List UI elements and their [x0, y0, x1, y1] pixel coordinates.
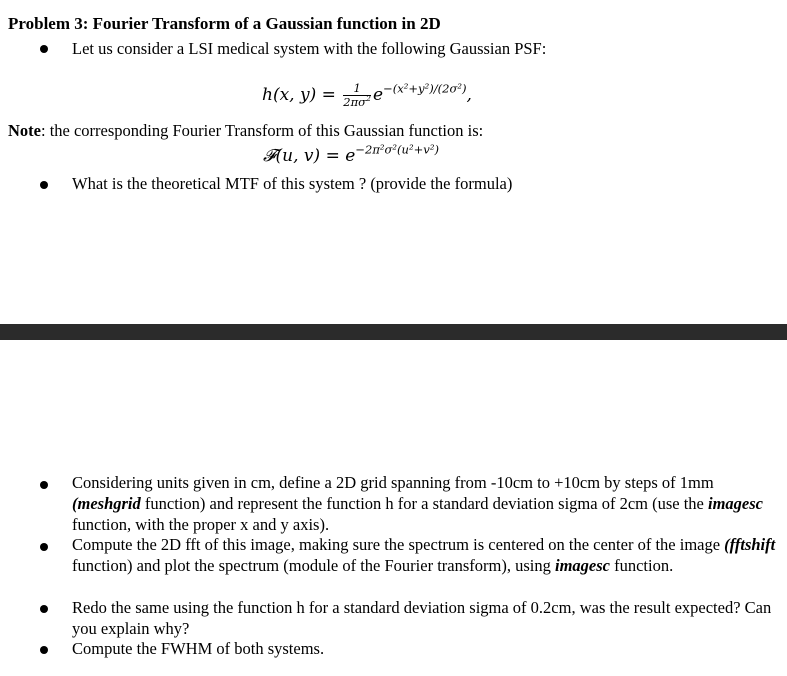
task-item-1: Considering units given in cm, define a 2D grid spanning from -10cm to +10cm by steps of 1mm (meshgrid function) and represent the function h for a standard deviation sigma of 2cm (use the imagesc function, with the proper x and y axis). — [72, 473, 764, 534]
note-text: : the corresponding Fourier Transform of this Gaussian function is: — [40, 121, 484, 140]
ft-formula — [263, 142, 439, 166]
note-label: Note — [8, 121, 41, 140]
question-bullet-text: What is the theoretical MTF of this system ? (provide the formula) — [72, 174, 513, 193]
separator-band — [0, 324, 787, 340]
psf-fraction-numerator: 1 — [343, 82, 371, 96]
psf-fraction — [343, 82, 371, 109]
note-line — [8, 121, 483, 141]
psf-exponent: −(x²+y²)/(2σ²) — [383, 81, 467, 96]
bullet-dot — [40, 481, 48, 489]
psf-formula — [262, 82, 472, 109]
psf-fraction-denominator: $2\pi\sigma^2$ — [343, 94, 371, 110]
psf-exp-base: e — [372, 85, 384, 106]
ft-exp-base: e — [345, 146, 356, 166]
psf-formula-lhs: h(x, y) = — [262, 85, 342, 106]
task-item-3: Redo the same using the function h for a standard deviation sigma of 0.2cm, was the result expected? Can you explain why? — [72, 598, 772, 638]
problem-title: Problem 3: Fourier Transform of a Gaussian function in 2D — [8, 14, 441, 33]
psf-trailing-comma: , — [466, 85, 472, 106]
intro-bullet-text: Let us consider a LSI medical system with the following Gaussian PSF: — [72, 39, 547, 58]
bullet-dot — [40, 646, 48, 654]
bullet-dot — [40, 543, 48, 551]
task-item-2: Compute the 2D fft of this image, making sure the spectrum is centered on the center of the image (fftshift function) and plot the spectrum (module of the Fourier transform), using imagesc function. — [72, 535, 776, 575]
ft-exponent: −2π²σ²(u²+v²) — [355, 142, 439, 157]
bullet-dot — [40, 181, 48, 189]
bullet-dot — [40, 605, 48, 613]
ft-formula-lhs: 𝓕(u, v) = — [263, 146, 346, 166]
bullet-dot — [40, 45, 48, 53]
task-item-4: Compute the FWHM of both systems. — [72, 639, 325, 658]
